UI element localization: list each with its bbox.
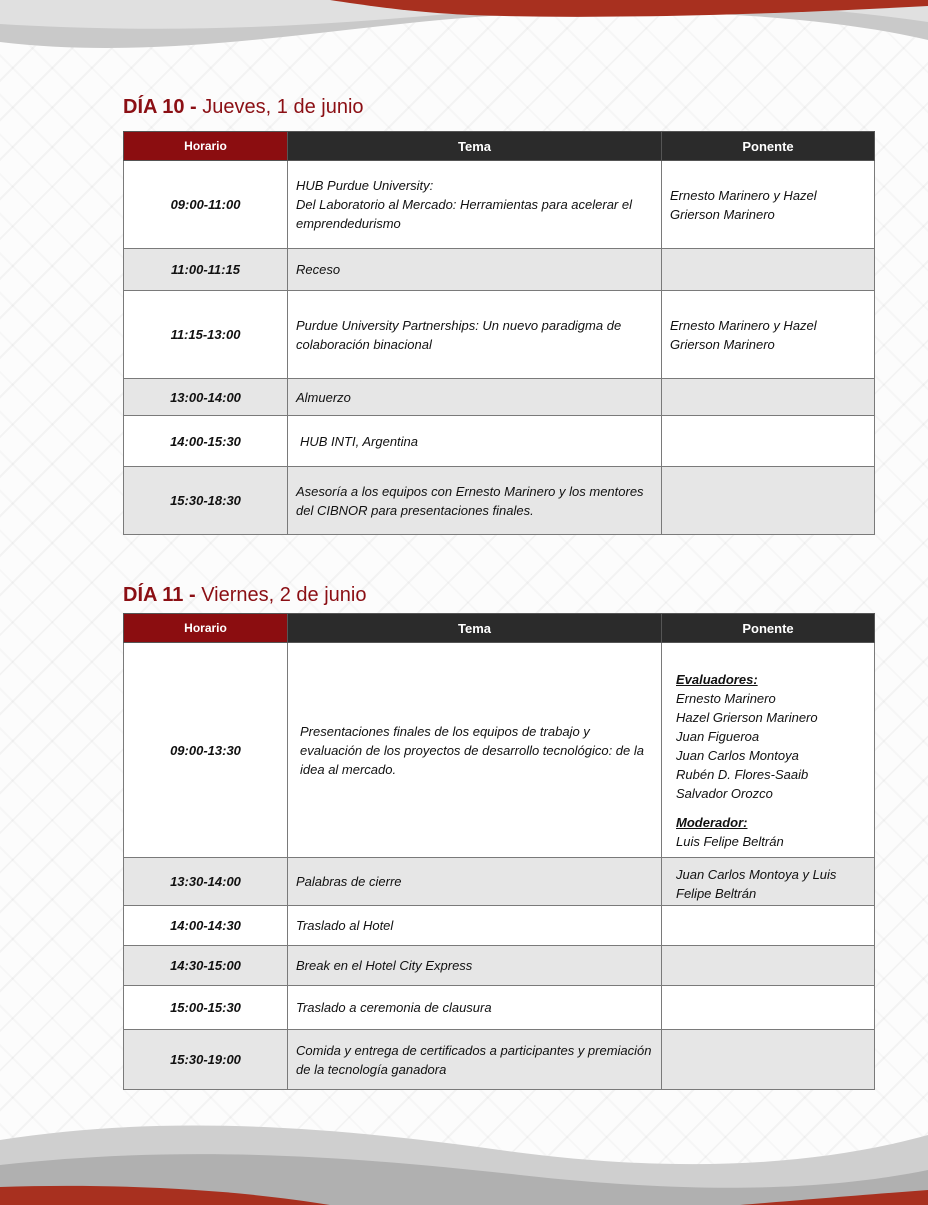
table-row	[124, 1030, 875, 1090]
time-cell: 14:00-14:30	[124, 906, 288, 946]
moderator-name: Luis Felipe Beltrán	[676, 833, 784, 849]
table-header-row	[124, 132, 875, 161]
table-row	[124, 858, 875, 906]
topic-line: Del Laboratorio al Mercado: Herramientas para acelerar el emprendedurismo	[296, 197, 632, 231]
speaker-cell	[662, 1030, 875, 1090]
topic-cell: Presentaciones finales de los equipos de trabajo y evaluación de los proyectos de desarrollo tecnológico: de la idea al mercado.	[288, 643, 662, 858]
speaker-cell	[662, 643, 875, 858]
speaker-cell: Ernesto Marinero y Hazel Grierson Marinero	[662, 291, 875, 379]
evaluators-heading: Evaluadores:	[676, 671, 758, 687]
spacer	[676, 803, 866, 813]
topic-cell: Comida y entrega de certificados a participantes y premiación de la tecnología ganadora	[288, 1030, 662, 1090]
time-cell: 15:30-19:00	[124, 1030, 288, 1090]
table-row	[124, 467, 875, 535]
day10-title	[123, 96, 364, 119]
table-row	[124, 291, 875, 379]
topic-cell	[288, 161, 662, 249]
time-cell: 13:30-14:00	[124, 858, 288, 906]
table-row	[124, 946, 875, 986]
topic-cell: Almuerzo	[288, 379, 662, 416]
topic-cell: Receso	[288, 249, 662, 291]
topic-cell: Break en el Hotel City Express	[288, 946, 662, 986]
header-tema: Tema	[288, 614, 662, 643]
day11-title-date: Viernes, 2 de junio	[201, 584, 367, 606]
table-row	[124, 416, 875, 467]
header-tema: Tema	[288, 132, 662, 161]
day10-schedule-table	[123, 131, 875, 535]
evaluator-name: Rubén D. Flores-Saaib	[676, 766, 809, 782]
time-cell: 15:00-15:30	[124, 986, 288, 1030]
header-horario: Horario	[124, 614, 288, 643]
speaker-cell	[662, 467, 875, 535]
day11-title-bold: DÍA 11 -	[123, 584, 196, 606]
speaker-cell: Ernesto Marinero y Hazel Grierson Marinero	[662, 161, 875, 249]
day10-title-bold: DÍA 10 -	[123, 96, 197, 118]
topic-cell: Traslado al Hotel	[288, 906, 662, 946]
day11-title	[123, 584, 367, 607]
header-horario: Horario	[124, 132, 288, 161]
table-row	[124, 643, 875, 858]
top-wave-decoration	[0, 0, 928, 90]
speaker-cell	[662, 946, 875, 986]
moderator-heading: Moderador:	[676, 814, 748, 830]
speaker-cell	[662, 379, 875, 416]
topic-cell: Traslado a ceremonia de clausura	[288, 986, 662, 1030]
evaluator-name: Salvador Orozco	[676, 785, 773, 801]
topic-cell: Purdue University Partnerships: Un nuevo paradigma de colaboración binacional	[288, 291, 662, 379]
time-cell: 14:00-15:30	[124, 416, 288, 467]
day10-title-date: Jueves, 1 de junio	[202, 96, 364, 118]
table-header-row	[124, 614, 875, 643]
speaker-cell	[662, 986, 875, 1030]
header-ponente: Ponente	[662, 614, 875, 643]
speaker-cell: Juan Carlos Montoya y Luis Felipe Beltrán	[662, 858, 875, 906]
time-cell: 09:00-13:30	[124, 643, 288, 858]
topic-cell: HUB INTI, Argentina	[288, 416, 662, 467]
time-cell: 11:00-11:15	[124, 249, 288, 291]
speaker-cell	[662, 249, 875, 291]
evaluator-name: Hazel Grierson Marinero	[676, 709, 818, 725]
evaluator-name: Juan Carlos Montoya	[676, 747, 799, 763]
table-row	[124, 379, 875, 416]
topic-cell: Asesoría a los equipos con Ernesto Marinero y los mentores del CIBNOR para presentaciones finales.	[288, 467, 662, 535]
table-row	[124, 161, 875, 249]
evaluator-name: Juan Figueroa	[676, 728, 760, 744]
time-cell: 11:15-13:00	[124, 291, 288, 379]
topic-cell: Palabras de cierre	[288, 858, 662, 906]
speaker-cell	[662, 906, 875, 946]
topic-line: HUB Purdue University:	[296, 178, 434, 193]
header-ponente: Ponente	[662, 132, 875, 161]
time-cell: 14:30-15:00	[124, 946, 288, 986]
time-cell: 15:30-18:30	[124, 467, 288, 535]
speaker-cell	[662, 416, 875, 467]
time-cell: 13:00-14:00	[124, 379, 288, 416]
evaluator-name: Ernesto Marinero	[676, 690, 776, 706]
time-cell: 09:00-11:00	[124, 161, 288, 249]
bottom-wave-decoration	[0, 1095, 928, 1205]
table-row	[124, 906, 875, 946]
table-row	[124, 249, 875, 291]
day11-schedule-table	[123, 613, 875, 1090]
table-row	[124, 986, 875, 1030]
